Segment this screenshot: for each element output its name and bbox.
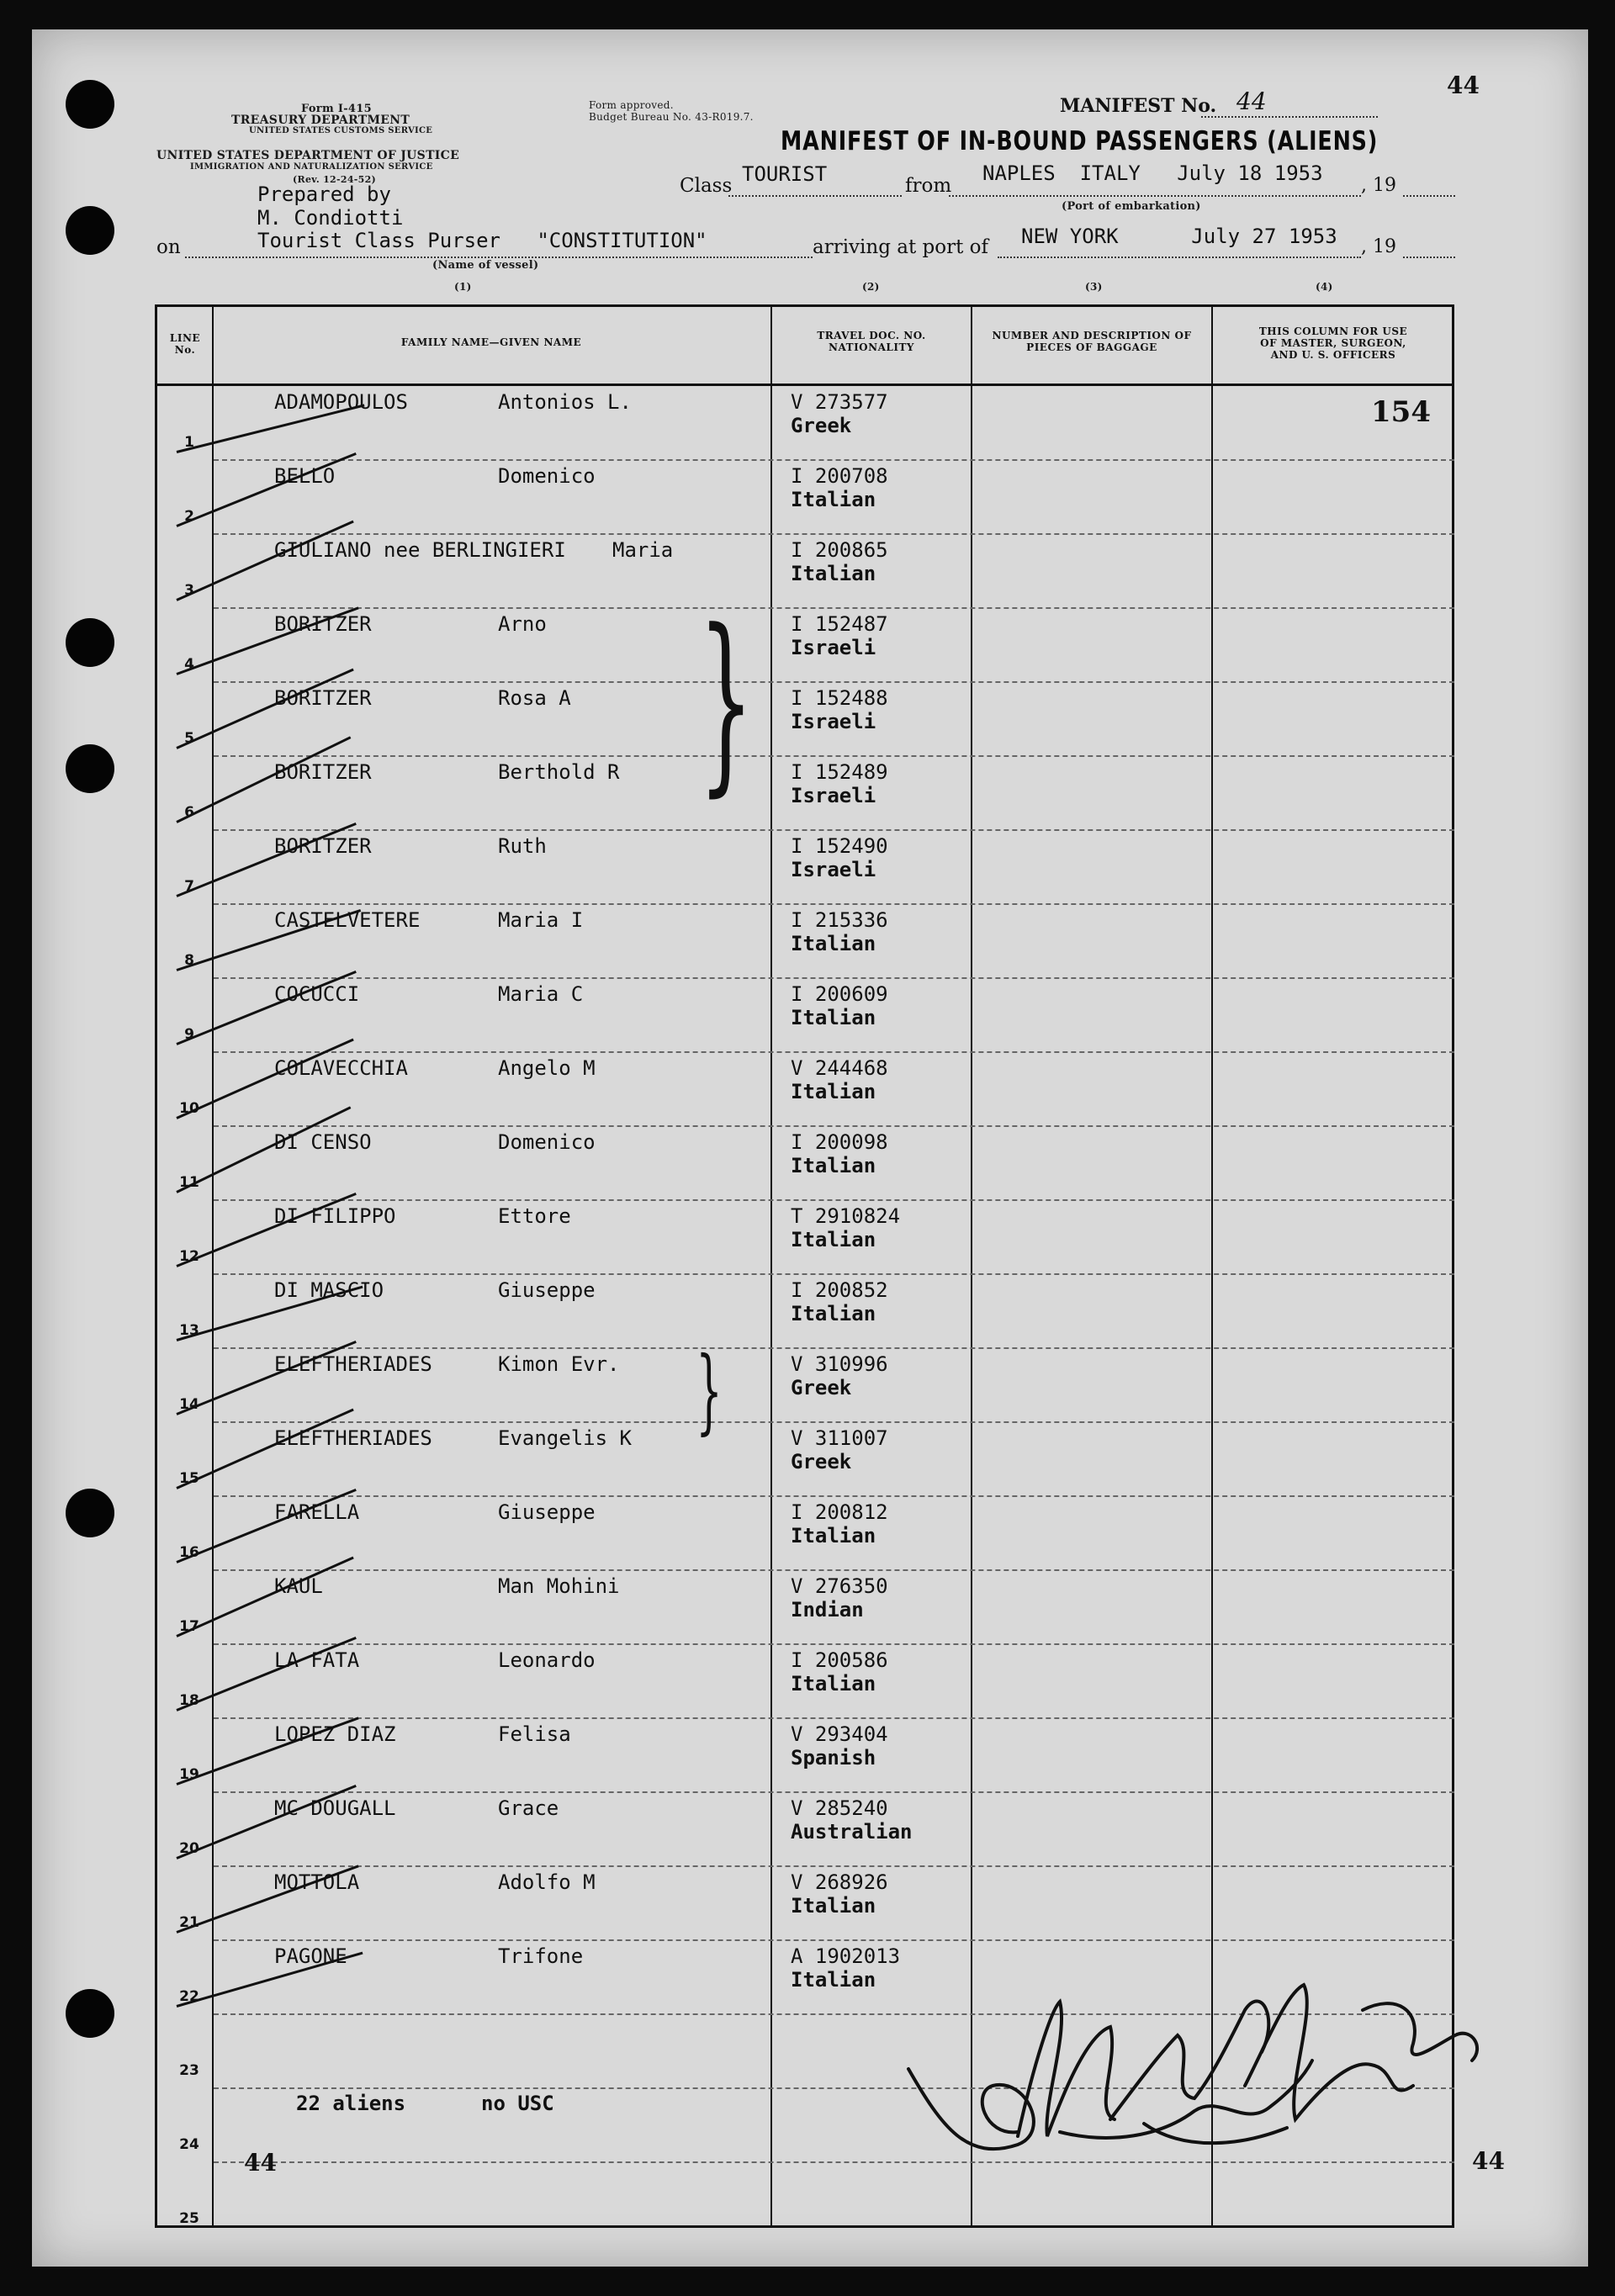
given-name: Giuseppe <box>498 1500 596 1524</box>
line-number: 12 <box>179 1248 199 1265</box>
family-name: BORITZER <box>274 760 372 784</box>
travel-doc-number: V 285240 <box>791 1796 888 1820</box>
travel-doc-number: I 200586 <box>791 1648 888 1672</box>
given-name: Maria <box>612 538 674 562</box>
line-number: 9 <box>184 1026 194 1043</box>
given-name: Angelo M <box>498 1056 596 1080</box>
row-divider <box>214 903 1454 905</box>
family-name: DI CENSO <box>274 1130 372 1154</box>
nationality: Spanish <box>791 1746 876 1770</box>
year-line-2 <box>1403 257 1455 258</box>
footer-page-right: 44 <box>1472 2147 1505 2175</box>
line-number: 25 <box>179 2210 199 2227</box>
officer-mark: 154 <box>1371 395 1431 429</box>
travel-doc-number: I 152487 <box>791 612 888 636</box>
line-number: 3 <box>184 582 194 599</box>
vessel-line <box>185 257 813 258</box>
row-divider <box>214 755 1454 757</box>
line-number: 17 <box>179 1618 199 1635</box>
travel-doc-number: I 215336 <box>791 908 888 932</box>
nationality: Italian <box>791 1080 876 1103</box>
travel-doc-number: V 293404 <box>791 1722 888 1746</box>
manifest-no-line <box>1201 116 1378 118</box>
nationality: Greek <box>791 1376 852 1399</box>
arriving-label: arriving at port of <box>813 236 988 258</box>
header-officers: THIS COLUMN FOR USE OF MASTER, SURGEON, AND U. S. OFFICERS <box>1258 325 1408 361</box>
nationality: Italian <box>791 1672 876 1696</box>
given-name: Berthold R <box>498 760 620 784</box>
binder-hole <box>66 1989 114 2038</box>
family-name: DI MASCIO <box>274 1278 384 1302</box>
given-name: Arno <box>498 612 547 636</box>
travel-doc-number: I 200812 <box>791 1500 888 1524</box>
nationality: Italian <box>791 1006 876 1029</box>
line-number: 11 <box>179 1174 199 1191</box>
given-name: Evangelis K <box>498 1426 632 1450</box>
footer-page-left: 44 <box>244 2149 277 2177</box>
summary-aliens: 22 aliens <box>296 2092 406 2115</box>
nationality: Italian <box>791 1302 876 1325</box>
given-name: Giuseppe <box>498 1278 596 1302</box>
family-name: MOTTOLA <box>274 1870 360 1894</box>
manifest-label: MANIFEST No. <box>1060 95 1217 117</box>
given-name: Domenico <box>498 464 596 488</box>
table-header-rule <box>155 384 1454 386</box>
travel-doc-number: V 273577 <box>791 390 888 414</box>
line-number: 16 <box>179 1544 199 1561</box>
travel-doc-number: I 152489 <box>791 760 888 784</box>
given-name: Domenico <box>498 1130 596 1154</box>
given-name: Ruth <box>498 834 547 858</box>
travel-doc-number: I 152488 <box>791 686 888 710</box>
nationality: Italian <box>791 488 876 511</box>
prepared-by: Prepared by <box>257 183 391 206</box>
line-number: 6 <box>184 804 194 821</box>
given-name: Leonardo <box>498 1648 596 1672</box>
col-num-2: (2) <box>862 281 880 293</box>
officer-signature <box>892 1960 1497 2178</box>
from-value: NAPLES ITALY July 18 1953 <box>982 161 1323 185</box>
row-divider <box>214 1495 1454 1497</box>
class-line <box>728 195 902 197</box>
travel-doc-number: I 200865 <box>791 538 888 562</box>
arriving-line <box>998 257 1361 258</box>
travel-doc-number: I 200852 <box>791 1278 888 1302</box>
nationality: Italian <box>791 1968 876 1992</box>
travel-doc-number: V 311007 <box>791 1426 888 1450</box>
line-number: 2 <box>184 508 194 525</box>
year-suffix: , 19 <box>1361 175 1396 196</box>
family-name: CASTELVETERE <box>274 908 421 932</box>
justice-dept: UNITED STATES DEPARTMENT OF JUSTICE <box>156 149 460 162</box>
header-line-no: LINE No. <box>169 332 201 356</box>
line-number: 4 <box>184 656 194 673</box>
form-number: Form I-415 <box>301 103 372 115</box>
summary-usc: no USC <box>481 2092 554 2115</box>
line-number: 14 <box>179 1396 199 1413</box>
line-number: 19 <box>179 1766 199 1783</box>
family-name: ELEFTHERIADES <box>274 1352 432 1376</box>
row-divider <box>214 1865 1454 1867</box>
row-divider <box>214 1199 1454 1201</box>
row-divider <box>214 1421 1454 1423</box>
nationality: Greek <box>791 414 852 437</box>
on-label: on <box>156 236 181 258</box>
line-number: 22 <box>179 1988 199 2005</box>
treasury-dept: TREASURY DEPARTMENT <box>231 114 410 127</box>
family-name: KAUL <box>274 1574 323 1598</box>
row-divider <box>214 1791 1454 1793</box>
nationality: Australian <box>791 1820 913 1844</box>
manifest-title: MANIFEST OF IN-BOUND PASSENGERS (ALIENS) <box>781 126 1379 156</box>
arriving-value: NEW YORK July 27 1953 <box>1021 225 1337 248</box>
class-value: TOURIST <box>742 162 828 186</box>
given-name: Grace <box>498 1796 559 1820</box>
col-num-4: (4) <box>1316 281 1333 293</box>
nationality: Israeli <box>791 636 876 659</box>
nationality: Italian <box>791 1894 876 1918</box>
given-name: Ettore <box>498 1204 571 1228</box>
binder-hole <box>66 80 114 129</box>
binder-hole <box>66 618 114 667</box>
travel-doc-number: V 244468 <box>791 1056 888 1080</box>
binder-hole <box>66 1489 114 1537</box>
given-name: Antonios L. <box>498 390 632 414</box>
binder-hole <box>66 744 114 793</box>
customs-service: UNITED STATES CUSTOMS SERVICE <box>249 126 433 135</box>
given-name: Adolfo M <box>498 1870 596 1894</box>
row-divider <box>214 1643 1454 1645</box>
family-name: MC DOUGALL <box>274 1796 396 1820</box>
travel-doc-number: V 268926 <box>791 1870 888 1894</box>
year-line <box>1403 195 1455 197</box>
family-name: PAGONE <box>274 1944 347 1968</box>
year-suffix-2: , 19 <box>1361 236 1396 257</box>
header-travel-doc: TRAVEL DOC. NO. NATIONALITY <box>817 330 926 353</box>
travel-doc-number: T 2910824 <box>791 1204 901 1228</box>
nationality: Israeli <box>791 784 876 807</box>
nationality: Italian <box>791 1524 876 1547</box>
binder-hole <box>66 206 114 255</box>
nationality: Greek <box>791 1450 852 1473</box>
line-number: 1 <box>184 434 194 451</box>
given-name: Man Mohini <box>498 1574 620 1598</box>
family-name: BORITZER <box>274 686 372 710</box>
family-brace: } <box>698 590 755 814</box>
row-divider <box>214 681 1454 683</box>
travel-doc-number: I 200098 <box>791 1130 888 1154</box>
family-name: ADAMOPOULOS <box>274 390 408 414</box>
line-number: 18 <box>179 1692 199 1709</box>
nationality: Indian <box>791 1598 864 1621</box>
row-divider <box>214 1939 1454 1941</box>
travel-doc-number: V 310996 <box>791 1352 888 1376</box>
family-name: ELEFTHERIADES <box>274 1426 432 1450</box>
from-label: from <box>905 175 952 197</box>
row-divider <box>214 1347 1454 1349</box>
row-divider <box>214 1717 1454 1719</box>
row-divider <box>214 1125 1454 1127</box>
budget-bureau: Budget Bureau No. 43-R019.7. <box>589 111 754 123</box>
line-number: 23 <box>179 2062 199 2079</box>
vessel-value: Tourist Class Purser "CONSTITUTION" <box>257 229 707 252</box>
given-name: Maria C <box>498 982 584 1006</box>
row-divider <box>214 533 1454 535</box>
row-divider <box>214 607 1454 609</box>
given-name: Felisa <box>498 1722 571 1746</box>
family-name: GIULIANO nee BERLINGIERI <box>274 538 566 562</box>
given-name: Rosa A <box>498 686 571 710</box>
family-name: COLAVECCHIA <box>274 1056 408 1080</box>
given-name: Maria I <box>498 908 584 932</box>
row-divider <box>214 1569 1454 1571</box>
line-number: 24 <box>179 2136 199 2153</box>
page-number-top: 44 <box>1447 71 1480 99</box>
travel-doc-number: I 152490 <box>791 834 888 858</box>
line-number: 8 <box>184 952 194 969</box>
row-divider <box>214 1273 1454 1275</box>
vessel-note: (Name of vessel) <box>432 259 539 272</box>
preparer-name: M. Condiotti <box>257 206 404 230</box>
ins-service: IMMIGRATION AND NATURALIZATION SERVICE <box>190 162 433 172</box>
col-num-3: (3) <box>1085 281 1103 293</box>
family-name: BORITZER <box>274 612 372 636</box>
row-divider <box>214 829 1454 831</box>
row-divider <box>214 459 1454 461</box>
port-embarkation-note: (Port of embarkation) <box>1062 200 1201 213</box>
form-approved: Form approved. <box>589 99 674 111</box>
travel-doc-number: I 200708 <box>791 464 888 488</box>
class-label: Class <box>680 175 733 197</box>
nationality: Italian <box>791 1154 876 1177</box>
family-name: DI FILIPPO <box>274 1204 396 1228</box>
family-brace: } <box>696 1336 723 1444</box>
nationality: Israeli <box>791 710 876 733</box>
family-name: LOPEZ DIAZ <box>274 1722 396 1746</box>
col-num-1: (1) <box>454 281 472 293</box>
row-divider <box>214 1051 1454 1053</box>
nationality: Italian <box>791 562 876 585</box>
travel-doc-number: V 276350 <box>791 1574 888 1598</box>
nationality: Italian <box>791 1228 876 1251</box>
family-name: BELLO <box>274 464 336 488</box>
given-name: Trifone <box>498 1944 584 1968</box>
line-number: 13 <box>179 1322 199 1339</box>
from-line <box>949 195 1361 197</box>
row-divider <box>214 977 1454 979</box>
line-number: 20 <box>179 1840 199 1857</box>
line-number: 7 <box>184 878 194 895</box>
line-number: 5 <box>184 730 194 747</box>
given-name: Kimon Evr. <box>498 1352 620 1376</box>
header-name: FAMILY NAME—GIVEN NAME <box>400 336 582 348</box>
family-name: FARELLA <box>274 1500 360 1524</box>
manifest-number: 44 <box>1236 87 1267 115</box>
travel-doc-number: I 200609 <box>791 982 888 1006</box>
family-name: COCUCCI <box>274 982 360 1006</box>
travel-doc-number: A 1902013 <box>791 1944 901 1968</box>
revision: (Rev. 12-24-52) <box>293 174 377 185</box>
nationality: Italian <box>791 932 876 955</box>
line-number: 10 <box>179 1100 199 1117</box>
header-baggage: NUMBER AND DESCRIPTION OF PIECES OF BAGGAGE <box>992 330 1192 353</box>
nationality: Israeli <box>791 858 876 881</box>
family-name: BORITZER <box>274 834 372 858</box>
family-name: LA FATA <box>274 1648 360 1672</box>
line-number: 15 <box>179 1470 199 1487</box>
line-number: 21 <box>179 1914 199 1931</box>
